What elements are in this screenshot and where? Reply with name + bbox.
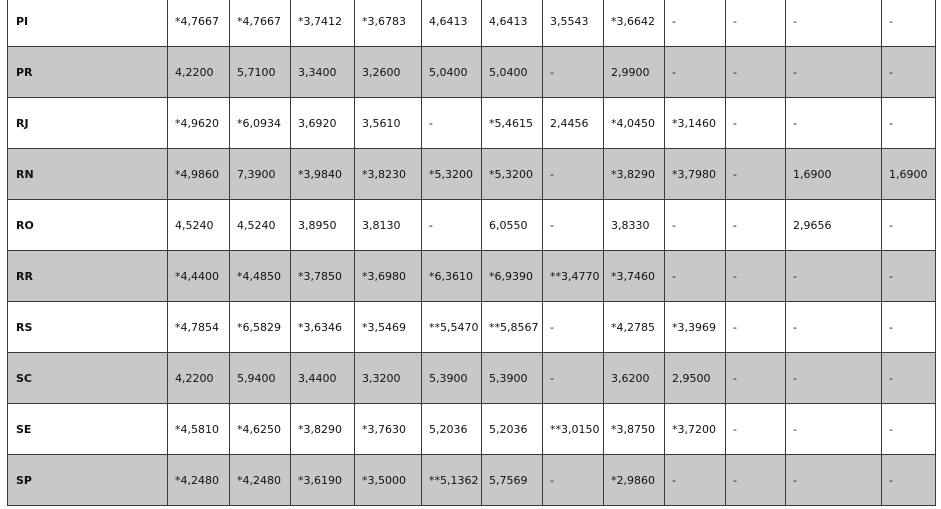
value-cell: 3,6200	[604, 353, 665, 404]
value-cell: 5,7569	[482, 455, 543, 506]
value-cell: -	[786, 455, 882, 506]
value-cell: *6,0934	[230, 98, 291, 149]
value-cell: 3,8330	[604, 200, 665, 251]
value-cell: 1,6900	[882, 149, 936, 200]
value-cell: -	[882, 251, 936, 302]
value-cell: -	[665, 251, 726, 302]
value-cell: *3,7850	[291, 251, 355, 302]
value-cell: -	[665, 0, 726, 47]
table-row	[8, 353, 936, 404]
value-cell: *3,5469	[355, 302, 422, 353]
value-cell: -	[665, 47, 726, 98]
value-cell: -	[786, 302, 882, 353]
value-cell: -	[786, 353, 882, 404]
value-cell: -	[422, 200, 482, 251]
value-cell: -	[882, 404, 936, 455]
value-cell: -	[882, 98, 936, 149]
value-cell: 2,9656	[786, 200, 882, 251]
value-cell: *4,9860	[168, 149, 230, 200]
value-cell: **3,0150	[543, 404, 604, 455]
value-cell: *4,4400	[168, 251, 230, 302]
state-code-cell: RO	[8, 200, 168, 251]
value-cell: -	[726, 200, 786, 251]
value-cell: -	[726, 353, 786, 404]
value-cell: *2,9860	[604, 455, 665, 506]
value-cell: 3,3400	[291, 47, 355, 98]
value-cell: 2,4456	[543, 98, 604, 149]
table-row	[8, 200, 936, 251]
value-cell: -	[786, 0, 882, 47]
value-cell: **5,5470	[422, 302, 482, 353]
value-cell: *4,2480	[230, 455, 291, 506]
table-row	[8, 455, 936, 506]
value-cell: 5,3900	[422, 353, 482, 404]
value-cell: 6,0550	[482, 200, 543, 251]
value-cell: -	[786, 251, 882, 302]
value-cell: *4,7667	[230, 0, 291, 47]
value-cell: 3,5610	[355, 98, 422, 149]
value-cell: *3,8290	[604, 149, 665, 200]
state-code-cell: RR	[8, 251, 168, 302]
value-cell: *3,6642	[604, 0, 665, 47]
value-cell: 5,2036	[482, 404, 543, 455]
value-cell: -	[726, 98, 786, 149]
value-cell: -	[786, 47, 882, 98]
value-cell: *4,7854	[168, 302, 230, 353]
value-cell: 2,9900	[604, 47, 665, 98]
value-cell: *5,3200	[482, 149, 543, 200]
value-cell: *3,8290	[291, 404, 355, 455]
value-cell: *4,5810	[168, 404, 230, 455]
value-cell: 1,6900	[786, 149, 882, 200]
value-cell: 3,8130	[355, 200, 422, 251]
value-cell: *5,4615	[482, 98, 543, 149]
value-cell: -	[726, 404, 786, 455]
state-code-cell: SC	[8, 353, 168, 404]
value-cell: -	[882, 353, 936, 404]
value-cell: 5,7100	[230, 47, 291, 98]
value-cell: 3,8950	[291, 200, 355, 251]
value-cell: *3,1460	[665, 98, 726, 149]
value-cell: -	[882, 0, 936, 47]
value-cell: -	[726, 455, 786, 506]
value-cell: *3,7630	[355, 404, 422, 455]
value-cell: 4,5240	[168, 200, 230, 251]
value-cell: 4,6413	[422, 0, 482, 47]
value-cell: *3,7980	[665, 149, 726, 200]
state-code-cell: SE	[8, 404, 168, 455]
value-cell: **5,8567	[482, 302, 543, 353]
value-cell: -	[422, 98, 482, 149]
value-cell: *6,3610	[422, 251, 482, 302]
fuel-price-table	[7, 0, 936, 506]
table-row	[8, 149, 936, 200]
value-cell: -	[882, 200, 936, 251]
value-cell: 5,0400	[422, 47, 482, 98]
value-cell: 2,9500	[665, 353, 726, 404]
value-cell: **3,4770	[543, 251, 604, 302]
value-cell: -	[543, 200, 604, 251]
value-cell: *4,0450	[604, 98, 665, 149]
value-cell: *4,4850	[230, 251, 291, 302]
state-code-cell: PI	[8, 0, 168, 47]
table-row	[8, 251, 936, 302]
value-cell: 7,3900	[230, 149, 291, 200]
value-cell: *3,8750	[604, 404, 665, 455]
value-cell: *4,9620	[168, 98, 230, 149]
value-cell: 5,2036	[422, 404, 482, 455]
value-cell: *3,7460	[604, 251, 665, 302]
value-cell: *3,6783	[355, 0, 422, 47]
table-row	[8, 47, 936, 98]
table-row	[8, 404, 936, 455]
value-cell: -	[882, 302, 936, 353]
value-cell: 4,6413	[482, 0, 543, 47]
value-cell: *3,3969	[665, 302, 726, 353]
value-cell: *3,7412	[291, 0, 355, 47]
value-cell: 3,2600	[355, 47, 422, 98]
value-cell: *3,6190	[291, 455, 355, 506]
value-cell: 4,2200	[168, 47, 230, 98]
state-code-cell: PR	[8, 47, 168, 98]
value-cell: *4,2480	[168, 455, 230, 506]
value-cell: -	[882, 455, 936, 506]
value-cell: -	[882, 47, 936, 98]
value-cell: 4,5240	[230, 200, 291, 251]
value-cell: 3,5543	[543, 0, 604, 47]
value-cell: -	[726, 0, 786, 47]
value-cell: -	[665, 455, 726, 506]
value-cell: -	[726, 47, 786, 98]
value-cell: 3,6920	[291, 98, 355, 149]
value-cell: *5,3200	[422, 149, 482, 200]
value-cell: *6,5829	[230, 302, 291, 353]
state-code-cell: SP	[8, 455, 168, 506]
value-cell: **5,1362	[422, 455, 482, 506]
value-cell: -	[543, 47, 604, 98]
value-cell: *4,2785	[604, 302, 665, 353]
table-row	[8, 0, 936, 47]
value-cell: 5,9400	[230, 353, 291, 404]
value-cell: *6,9390	[482, 251, 543, 302]
value-cell: -	[543, 302, 604, 353]
table-row	[8, 98, 936, 149]
state-code-cell: RS	[8, 302, 168, 353]
value-cell: *4,6250	[230, 404, 291, 455]
value-cell: -	[543, 455, 604, 506]
value-cell: -	[786, 404, 882, 455]
table-row	[8, 302, 936, 353]
value-cell: -	[543, 353, 604, 404]
value-cell: -	[665, 200, 726, 251]
state-code-cell: RN	[8, 149, 168, 200]
value-cell: 5,3900	[482, 353, 543, 404]
value-cell: 3,4400	[291, 353, 355, 404]
state-code-cell: RJ	[8, 98, 168, 149]
value-cell: *3,5000	[355, 455, 422, 506]
value-cell: -	[543, 149, 604, 200]
value-cell: *3,6980	[355, 251, 422, 302]
value-cell: 4,2200	[168, 353, 230, 404]
value-cell: 5,0400	[482, 47, 543, 98]
value-cell: *3,6346	[291, 302, 355, 353]
table-body	[8, 0, 936, 506]
value-cell: *3,9840	[291, 149, 355, 200]
value-cell: -	[726, 149, 786, 200]
value-cell: -	[786, 98, 882, 149]
value-cell: *3,7200	[665, 404, 726, 455]
value-cell: *4,7667	[168, 0, 230, 47]
value-cell: -	[726, 302, 786, 353]
value-cell: -	[726, 251, 786, 302]
value-cell: *3,8230	[355, 149, 422, 200]
value-cell: 3,3200	[355, 353, 422, 404]
